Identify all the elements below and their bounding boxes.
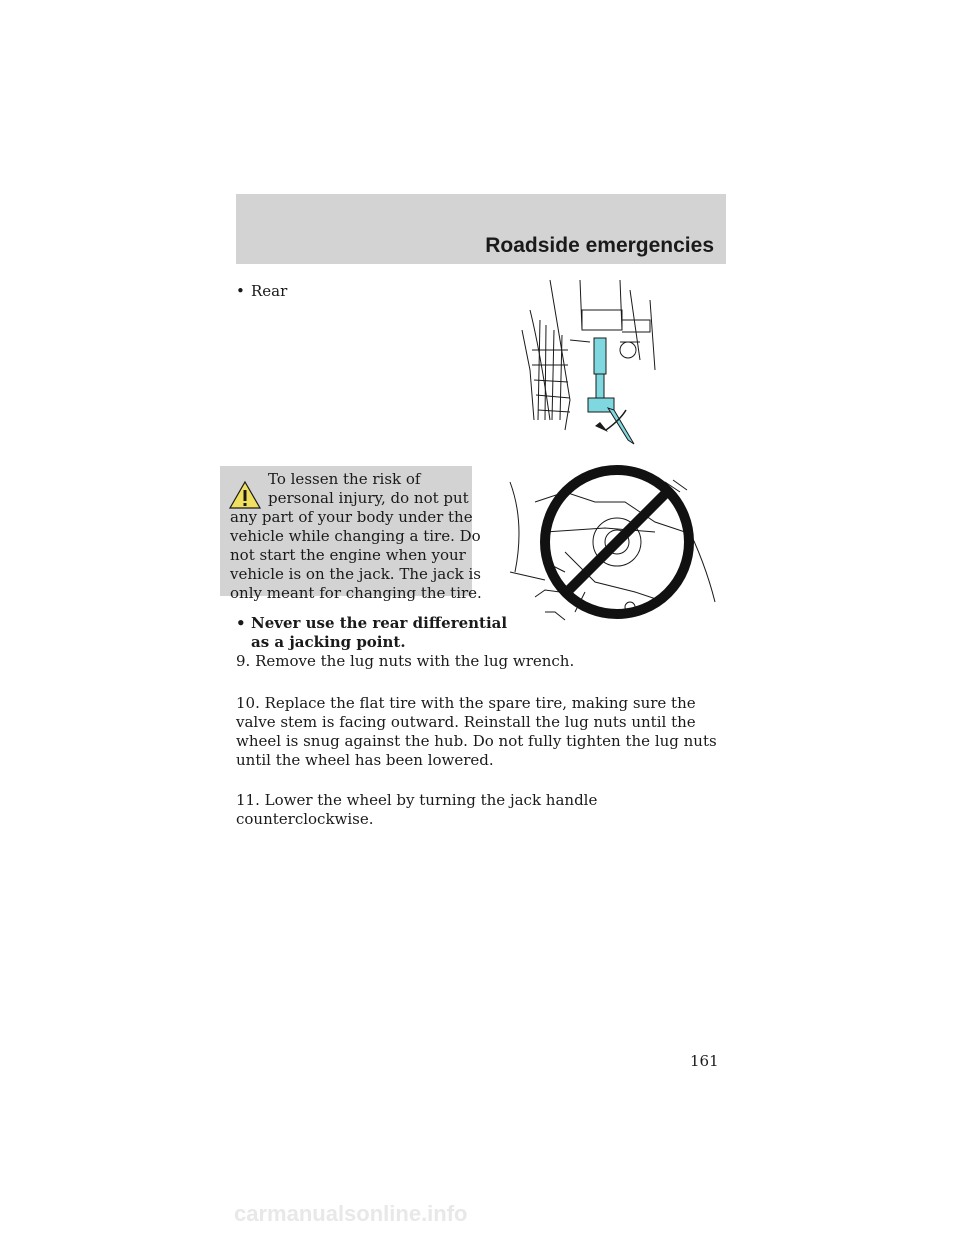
warning-line: only meant for changing the tire. xyxy=(230,584,482,602)
warning-line: personal injury, do not put xyxy=(268,489,469,507)
jack-rear-illustration xyxy=(510,270,670,450)
warning-box xyxy=(220,466,482,602)
step-9: 9. Remove the lug nuts with the lug wrench. xyxy=(236,652,575,670)
warning-line: any part of your body under the xyxy=(230,508,473,526)
step-11: 11. Lower the wheel by turning the jack handle counterclockwise. xyxy=(236,791,598,828)
never-line-1: Never use the rear differential xyxy=(251,614,508,632)
never-line-2: as a jacking point. xyxy=(251,633,406,651)
warning-text xyxy=(230,470,482,603)
warning-line: vehicle while changing a tire. Do xyxy=(230,527,481,545)
bullet-rear-text: Rear xyxy=(251,282,288,300)
section-header xyxy=(236,194,726,264)
section-title: Roadside emergencies xyxy=(485,234,714,257)
warning-line: vehicle is on the jack. The jack is xyxy=(230,565,481,583)
bullet-rear xyxy=(236,282,287,301)
watermark: carmanualsonline.info xyxy=(234,1201,468,1226)
bullet-symbol: • xyxy=(236,282,245,300)
warning-line: To lessen the risk of xyxy=(268,470,421,488)
no-differential-jacking-illustration xyxy=(505,462,720,622)
never-bullet xyxy=(236,614,507,652)
warning-line: not start the engine when your xyxy=(230,546,466,564)
step-10: 10. Replace the flat tire with the spare tire, making sure the valve stem is facing outward. Reinstall the lug nuts until the wheel is snug against the hub. Do not fully tighten the lug nuts until the wheel has been lowered. xyxy=(236,694,717,769)
page-number: 161 xyxy=(690,1052,719,1070)
bullet-symbol: • xyxy=(236,614,246,632)
